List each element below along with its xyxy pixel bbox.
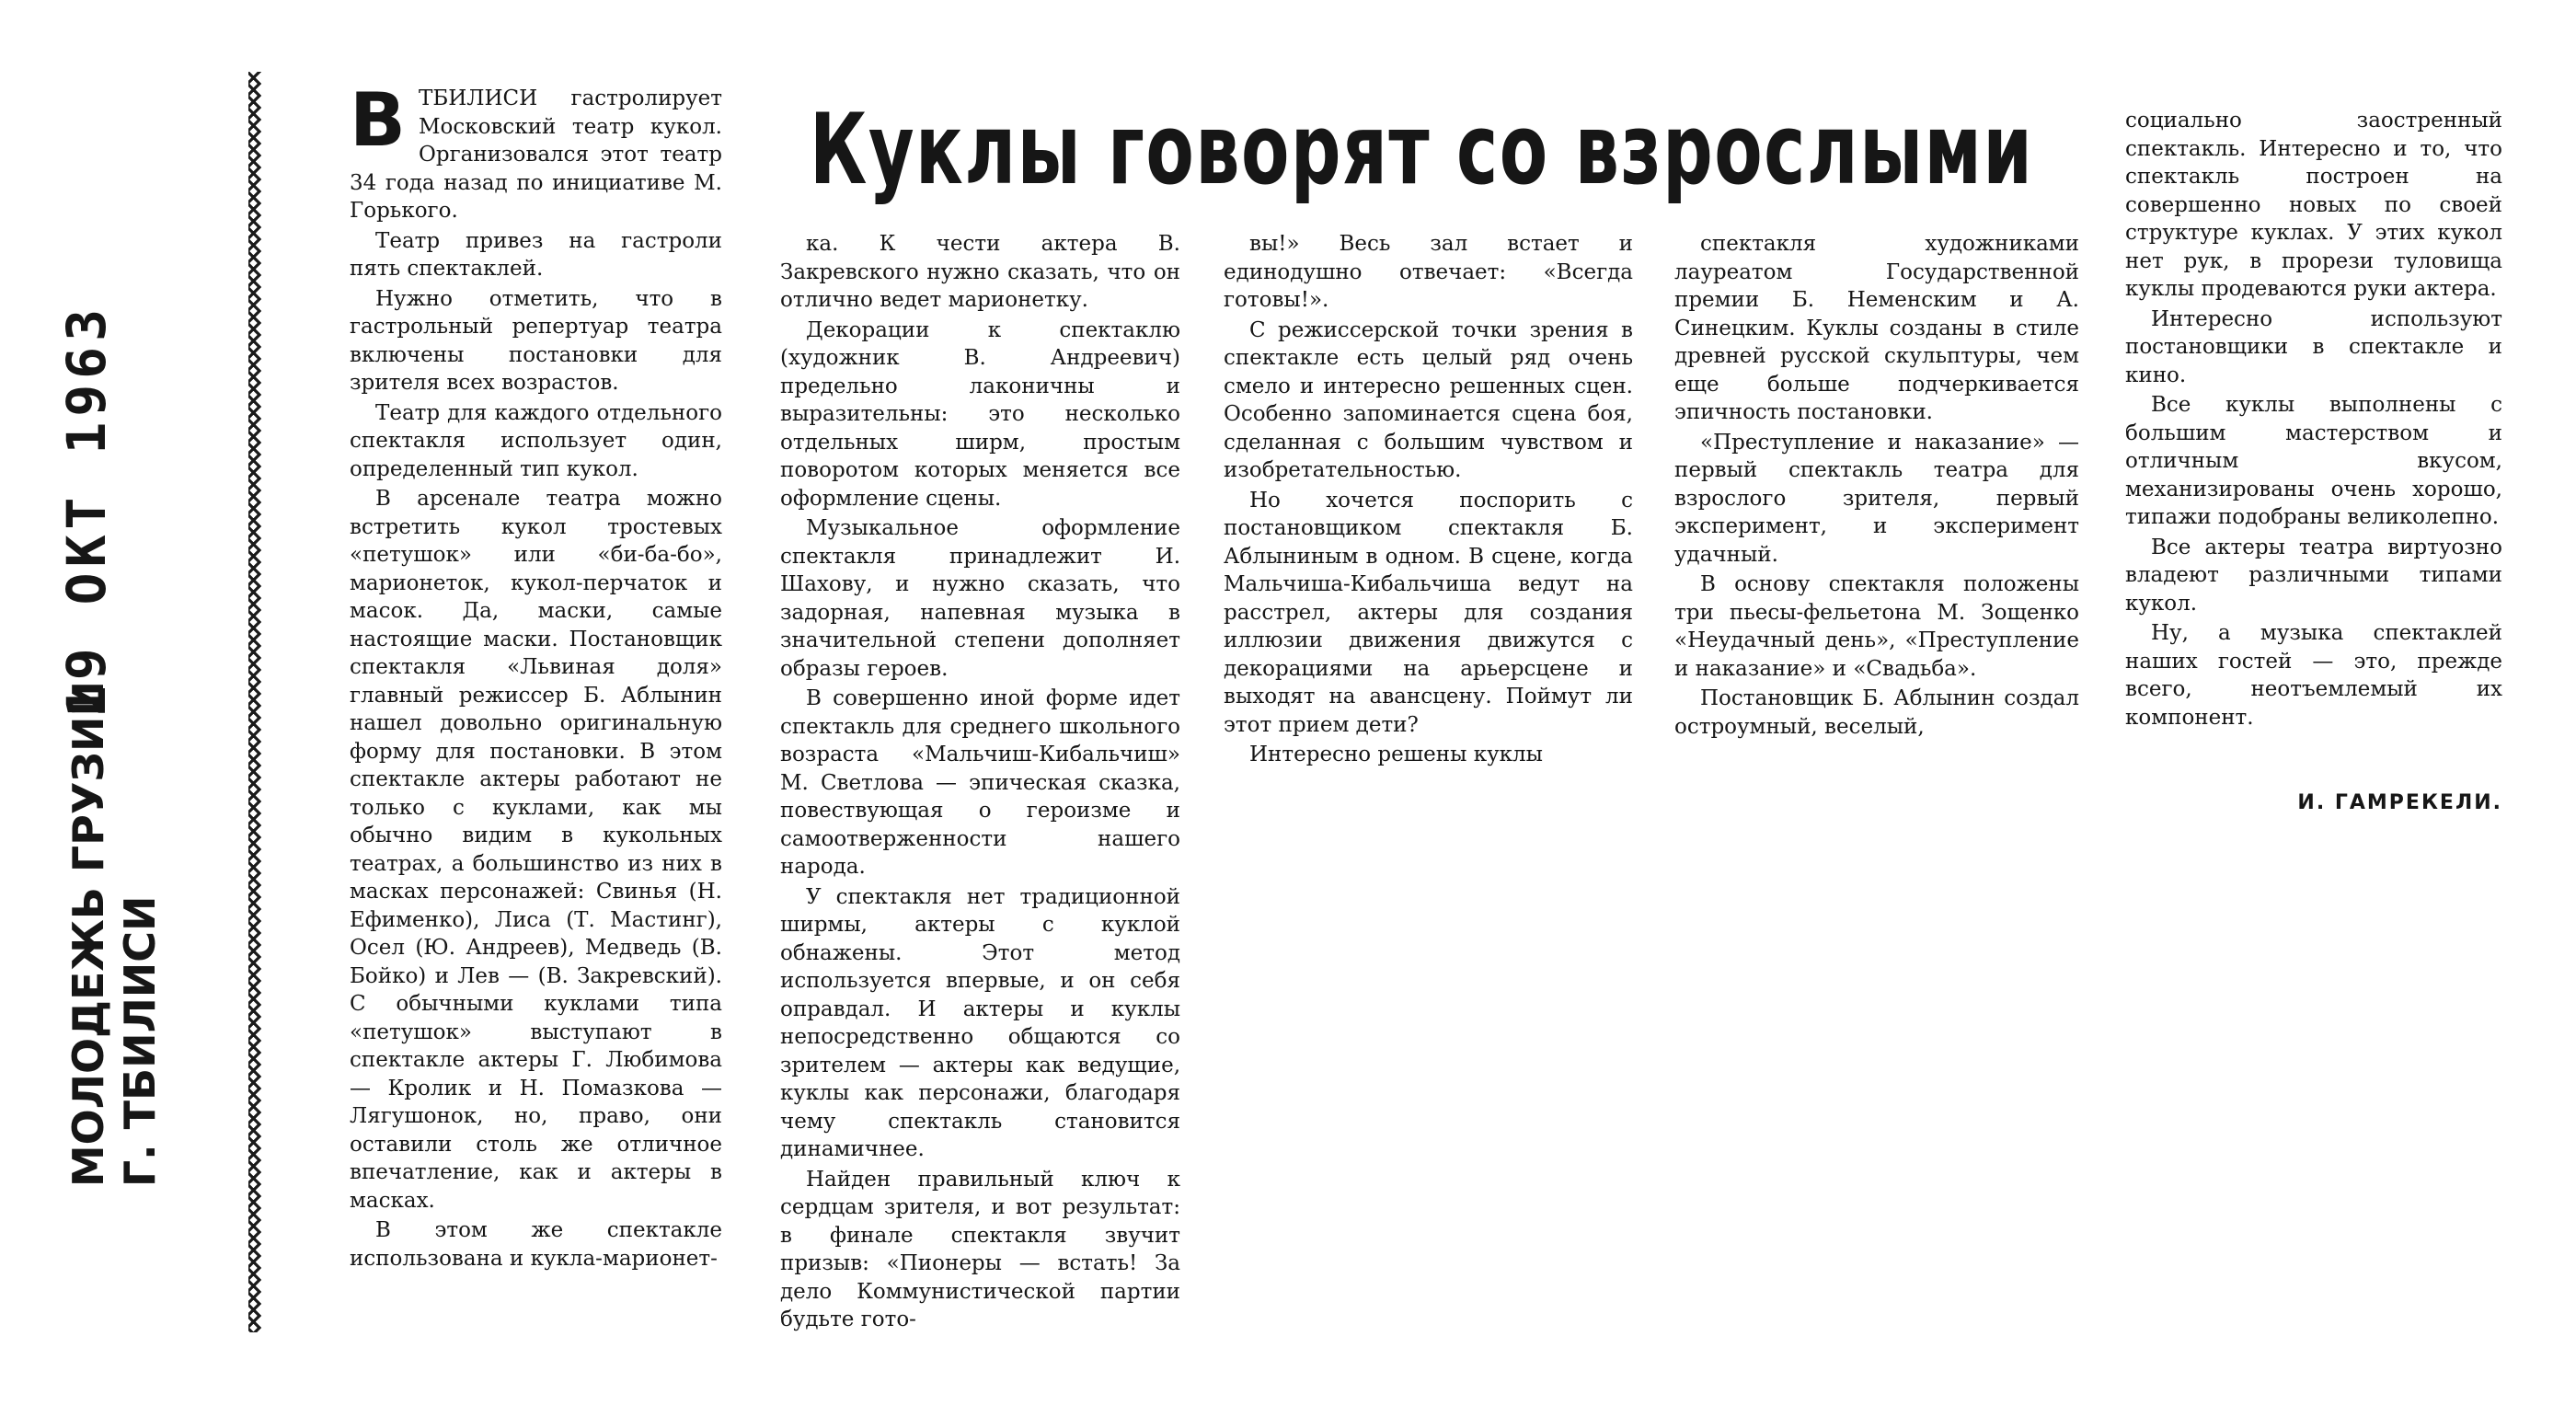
column-5-paragraph: Ну, а музыка спектаклей наших гостей — это, прежде всего, неотъемлемый их компонент. [2125, 621, 2502, 730]
article-column-4 [1674, 230, 2079, 741]
column-3-paragraph: Интересно решены куклы [1249, 743, 1543, 766]
source-newspaper: МОЛОДЕЖЬ ГРУЗИИ [63, 681, 113, 1188]
article-column-1 [350, 77, 722, 1273]
column-3-paragraph: вы!» Весь зал встает и единодушно отвечает: «Всегда готовы!». [1224, 232, 1633, 312]
source-stamp [63, 681, 166, 1187]
source-city: Г. ТБИЛИСИ [115, 895, 165, 1188]
column-2-paragraph: ка. К чести актера В. Закревского нужно сказать, что он отлично ведет марионетку. [780, 232, 1180, 312]
column-5-paragraph: социально заостренный спектакль. Интересно и то, что спектакль построен на совершенно новых по своей структуре куклах. У этих кукол нет рук, в прорези туловища куклы продеваются руки актера. [2125, 109, 2502, 301]
article-column-3 [1224, 230, 1633, 769]
column-5-paragraph: Интересно используют постановщики в спектакле и кино. [2125, 306, 2502, 387]
article-column-2 [780, 230, 1180, 1334]
column-1-paragraph-text: ТБИЛИСИ гастролирует Московский театр кукол. Организовался этот театр 34 года назад по инициативе М. Горького. [350, 86, 722, 223]
column-2-paragraph: В совершенно иной форме идет спектакль для среднего школьного возраста «Мальчиш-Кибальчиш» М. Светлова — эпическая сказка, повествующая о героизме и самоотверженности нашего народа. [780, 686, 1180, 879]
column-2-paragraph: Декорации к спектаклю (художник В. Андреевич) предельно лаконичны и выразительны: это несколько отдельных ширм, простым поворотом которых меняется все оформление сцены. [780, 317, 1180, 511]
column-3-paragraph: С режиссерской точки зрения в спектакле есть целый ряд очень смело и интересно решенных сцен. Особенно запоминается сцена боя, сделанная с большим чувством и изобретательностью. [1224, 317, 1633, 482]
column-2-paragraph: У спектакля нет традиционной ширмы, актеры с куклой обнажены. Этот метод используется впервые, и он себя оправдал. И актеры и куклы непосредственно общаются со зрителем — актеры как ведущие, куклы как персонажи, благодаря чему спектакль становится динамичнее. [780, 884, 1180, 1161]
column-4-paragraph: «Преступление и наказание» — первый спектакль театра для взрослого зрителя, первый эксперимент, и эксперимент удачный. [1674, 430, 2079, 567]
column-2-paragraph: Найден правильный ключ к сердцам зрителя, и вот результат: в финале спектакля звучит призыв: «Пионеры — встать! За дело Коммунистической партии будьте гото- [780, 1167, 1180, 1331]
column-1-paragraph: Театр для каждого отдельного спектакля использует один, определенный тип кукол. [350, 400, 722, 481]
column-5-paragraph: Все куклы выполнены с большим мастерством и отличным вкусом, механизированы очень хорошо, типажи подобраны великолепно. [2125, 393, 2502, 529]
column-1-paragraph: Театр привез на гастроли пять спектаклей. [350, 228, 722, 281]
article-column-5 [2125, 107, 2502, 732]
date-stamp: 19 ОКТ 1963 [55, 304, 118, 719]
column-4-paragraph: спектакля художниками лауреатом Государственной премии Б. Неменским и А. Синецким. Куклы созданы в стиле древней русской скульптуры, чем еще больше подчеркивается эпичность постановки. [1674, 232, 2079, 424]
column-1-paragraph: Нужно отметить, что в гастрольный репертуар театра включены постановки для зрителя всех возрастов. [350, 286, 722, 395]
column-1-paragraph: В арсенале театра можно встретить кукол тростевых «петушок» или «би-ба-бо», марионеток, кукол-перчаток и масок. Да, маски, самые настоящие маски. Постановщик спектакля «Львиная доля» главный режиссер Б. Аблынин нашел довольно оригинальную форму для постановки. В этом спектакле актеры работают не только с куклами, как мы обычно видим в кукольных театрах, а большинство из них в масках персонажей: Свинья (Н. Ефименко), Лиса (Т. Мастинг), Осел (Ю. Андреев), Медведь (В. Бойко) и Лев — (В. Закревский). С обычными куклами типа «петушок» выступают в спектакле актеры Г. Любимова — Кролик и Н. Помазкова — Лягушонок, но, право, они оставили столь же отличное впечатление, как и актеры в масках. [350, 487, 722, 1213]
headline: Куклы говорят со взрослыми [810, 93, 2034, 206]
column-5-paragraph: Все актеры театра виртуозно владеют различными типами кукол. [2125, 535, 2502, 616]
column-1-paragraph [350, 77, 722, 225]
column-2-paragraph: Музыкальное оформление спектакля принадлежит И. Шахову, и нужно сказать, что задорная, напевная музыка в значительной степени дополняет образы героев. [780, 516, 1180, 681]
column-3-paragraph: Но хочется поспорить с постановщиком спектакля Б. Аблыниным в одном. В сцене, когда Мальчиша-Кибальчиша ведут на расстрел, актеры для создания иллюзии движения движутся с декорациями на арьерсцене и выходят на авансцену. Поймут ли этот прием дети? [1224, 488, 1633, 737]
column-4-paragraph: В основу спектакля положены три пьесы-фельетона М. Зощенко «Неудачный день», «Преступление и наказание» и «Свадьба». [1674, 572, 2079, 681]
column-1-paragraph: В этом же спектакле использована и кукла-марионет- [350, 1218, 722, 1271]
column-4-paragraph: Постановщик Б. Аблынин создал остроумный, веселый, [1674, 686, 2079, 739]
drop-cap: В [350, 77, 406, 163]
author-signature: И. ГАМРЕКЕЛИ. [2297, 791, 2502, 814]
zigzag-border [248, 72, 269, 1332]
